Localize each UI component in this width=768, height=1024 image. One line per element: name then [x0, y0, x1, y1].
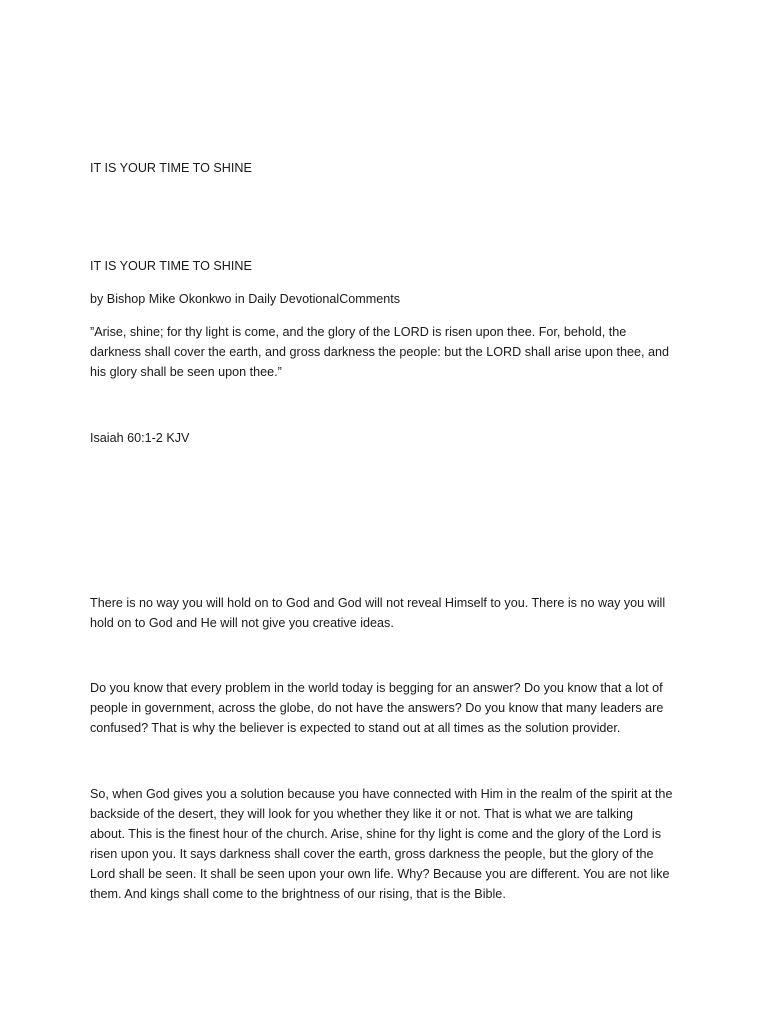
- scripture-reference: Isaiah 60:1-2 KJV: [90, 431, 190, 445]
- document-title: IT IS YOUR TIME TO SHINE: [90, 161, 252, 175]
- article-title: IT IS YOUR TIME TO SHINE: [90, 259, 252, 273]
- paragraph-line: So, when God gives you a solution because you have connected with Him in the realm of the spirit at the: [90, 787, 673, 801]
- paragraph-line: risen upon you. It says darkness shall cover the earth, gross darkness the people, but the glory of the: [90, 847, 654, 861]
- quote-line: ”Arise, shine; for thy light is come, and the glory of the LORD is risen upon thee. For, behold, the: [90, 325, 627, 339]
- paragraph-line: confused? That is why the believer is expected to stand out at all times as the solution provider.: [90, 721, 621, 735]
- quote-line: darkness shall cover the earth, and gross darkness the people: but the LORD shall arise upon thee, and: [90, 345, 669, 359]
- paragraph-line: about. This is the finest hour of the church. Arise, shine for thy light is come and the glory of the Lord is: [90, 827, 661, 841]
- paragraph-line: There is no way you will hold on to God and God will not reveal Himself to you. There is no way you will: [90, 596, 666, 610]
- paragraph-line: people in government, across the globe, do not have the answers? Do you know that many leaders are: [90, 701, 664, 715]
- byline: by Bishop Mike Okonkwo in Daily DevotionalComments: [90, 292, 401, 306]
- quote-line: his glory shall be seen upon thee.”: [90, 365, 282, 379]
- scripture-quote: [90, 322, 690, 382]
- paragraph-line: Lord shall be seen. It shall be seen upon your own life. Why? Because you are different. You are not like: [90, 867, 670, 881]
- paragraph-3: [90, 784, 690, 904]
- paragraph-line: backside of the desert, they will look for you whether they like it or not. That is what we are talking: [90, 807, 633, 821]
- paragraph-2: [90, 678, 690, 738]
- paragraph-line: them. And kings shall come to the brightness of our rising, that is the Bible.: [90, 887, 506, 901]
- paragraph-1: [90, 593, 690, 633]
- paragraph-line: Do you know that every problem in the world today is begging for an answer? Do you know that a lot of: [90, 681, 663, 695]
- paragraph-line: hold on to God and He will not give you creative ideas.: [90, 616, 394, 630]
